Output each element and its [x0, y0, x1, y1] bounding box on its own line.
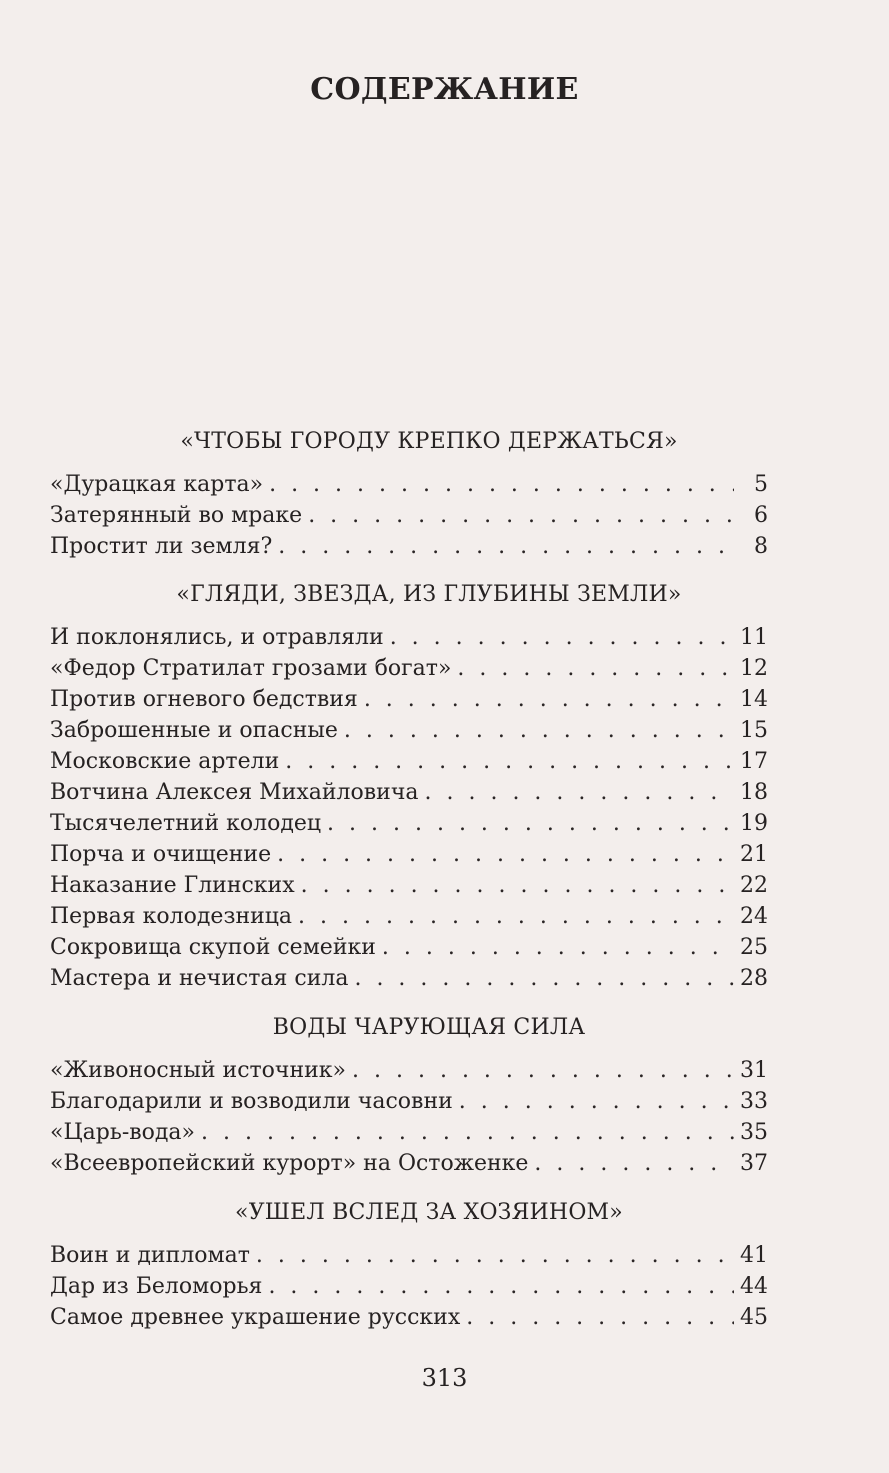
section-heading: «ГЛЯДИ, ЗВЕЗДА, ИЗ ГЛУБИНЫ ЗЕМЛИ»: [176, 582, 682, 607]
toc-entry-title: Мастера и нечистая сила: [50, 966, 349, 991]
toc-entry-page: 45: [740, 1305, 768, 1330]
dot-leader: [425, 777, 735, 808]
toc-entry: [50, 531, 768, 562]
toc-entry-title: Дар из Беломорья: [50, 1274, 263, 1299]
dot-leader: [256, 1240, 734, 1271]
dot-leader: [308, 500, 734, 531]
toc-entry-title: Тысячелетний колодец: [50, 811, 322, 836]
toc-entry-page: 12: [740, 656, 768, 681]
dot-leader: [301, 870, 734, 901]
dot-leader: [269, 469, 734, 500]
toc-entry-page: 14: [740, 687, 768, 712]
toc-entry: [50, 1240, 768, 1271]
dot-leader: [390, 622, 734, 653]
dot-leader: [278, 531, 734, 562]
toc-section: [50, 427, 768, 562]
toc-entry-title: Наказание Глинских: [50, 873, 295, 898]
toc-entry-title: Воин и дипломат: [50, 1243, 250, 1268]
page-number: 313: [421, 1364, 468, 1392]
dot-leader: [277, 839, 734, 870]
toc-entry: [50, 808, 768, 839]
dot-leader: [466, 1302, 734, 1333]
toc-entry-page: 33: [740, 1089, 768, 1114]
section-heading: «ЧТОБЫ ГОРОДУ КРЕПКО ДЕРЖАТЬСЯ»: [180, 429, 678, 454]
toc-entry-title: «Живоносный источник»: [50, 1058, 347, 1083]
toc-entry-title: Московские артели: [50, 749, 280, 774]
toc-entry: [50, 963, 768, 994]
dot-leader: [352, 1055, 734, 1086]
toc-section: [50, 580, 768, 994]
toc-entry-title: Первая колодезница: [50, 904, 293, 929]
toc-entry-page: 5: [754, 472, 768, 497]
toc-entry: [50, 777, 768, 808]
toc-entry-page: 41: [740, 1243, 768, 1268]
toc-entry: [50, 1086, 768, 1117]
toc-entry-title: Благодарили и возводили часовни: [50, 1089, 453, 1114]
toc-entry-page: 6: [754, 503, 768, 528]
toc-entry-page: 21: [740, 842, 768, 867]
toc-entry: [50, 684, 768, 715]
toc-entry: [50, 839, 768, 870]
toc-entry-title: «Всеевропейский курорт» на Остоженке: [50, 1151, 529, 1176]
toc-entry-page: 11: [740, 625, 768, 650]
toc-entry-page: 31: [740, 1058, 768, 1083]
toc-entry-page: 25: [740, 935, 768, 960]
toc-entry-page: 24: [740, 904, 768, 929]
toc-entry: [50, 622, 768, 653]
dot-leader: [459, 1086, 734, 1117]
toc-entry: [50, 746, 768, 777]
dot-leader: [457, 653, 734, 684]
toc-entry-title: «Царь-вода»: [50, 1120, 196, 1145]
dot-leader: [285, 746, 734, 777]
toc-entry-page: 8: [754, 534, 768, 559]
toc-entry: [50, 469, 768, 500]
toc-entry: [50, 500, 768, 531]
toc-entry: [50, 1271, 768, 1302]
toc-entry-page: 35: [740, 1120, 768, 1145]
dot-leader: [268, 1271, 734, 1302]
toc-entry-page: 37: [740, 1151, 768, 1176]
dot-leader: [344, 715, 734, 746]
toc-entry-page: 19: [740, 811, 768, 836]
page-title: СОДЕРЖАНИЕ: [310, 72, 579, 107]
toc-entry-title: Против огневого бедствия: [50, 687, 358, 712]
toc-entry-title: Затерянный во мраке: [50, 503, 303, 528]
dot-leader: [327, 808, 734, 839]
toc-entry: [50, 1148, 768, 1179]
dot-leader: [364, 684, 734, 715]
dot-leader: [382, 932, 734, 963]
dot-leader: [534, 1148, 734, 1179]
dot-leader: [298, 901, 734, 932]
toc-entry-title: «Федор Стратилат грозами богат»: [50, 656, 452, 681]
toc-entry: [50, 715, 768, 746]
toc-entry: [50, 1055, 768, 1086]
toc-entry-title: Вотчина Алексея Михайловича: [50, 780, 419, 805]
toc-entry: [50, 870, 768, 901]
toc-entry: [50, 901, 768, 932]
toc-section: [50, 1013, 768, 1179]
toc-entry-page: 22: [740, 873, 768, 898]
toc-entry: [50, 932, 768, 963]
dot-leader: [354, 963, 734, 994]
toc-entry-page: 17: [740, 749, 768, 774]
toc-entry-title: Заброшенные и опасные: [50, 718, 338, 743]
toc-entry-page: 15: [740, 718, 768, 743]
section-heading: «УШЕЛ ВСЛЕД ЗА ХОЗЯИНОМ»: [235, 1200, 623, 1225]
toc-entry-title: Простит ли земля?: [50, 534, 273, 559]
toc-entry-title: Сокровища скупой семейки: [50, 935, 376, 960]
toc-entry-page: 18: [740, 780, 768, 805]
toc-entry-title: Самое древнее украшение русских: [50, 1305, 461, 1330]
toc-entry: [50, 1117, 768, 1148]
dot-leader: [201, 1117, 734, 1148]
toc-entry-title: «Дурацкая карта»: [50, 472, 264, 497]
toc-entry-title: Порча и очищение: [50, 842, 272, 867]
section-heading: ВОДЫ ЧАРУЮЩАЯ СИЛА: [272, 1015, 586, 1040]
toc-section: [50, 1198, 768, 1333]
toc-entry: [50, 1302, 768, 1333]
toc-entry-page: 28: [740, 966, 768, 991]
toc-entry-title: И поклонялись, и отравляли: [50, 625, 384, 650]
toc-entry-page: 44: [740, 1274, 768, 1299]
toc-entry: [50, 653, 768, 684]
